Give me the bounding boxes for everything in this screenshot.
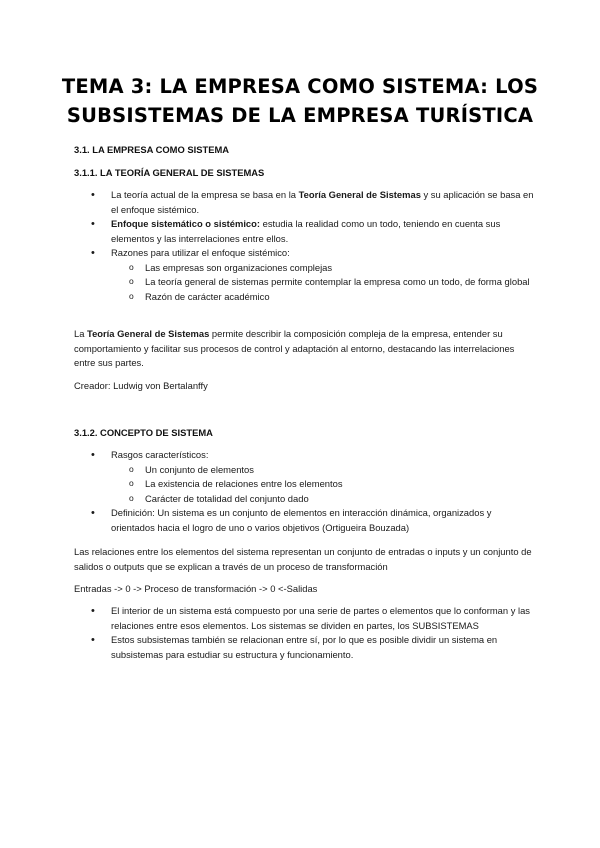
bullet-list-teoria — [74, 188, 534, 304]
list-item — [74, 246, 534, 304]
bullet-text: La teoría actual de la empresa se basa en la — [111, 189, 299, 200]
document-title — [40, 72, 560, 130]
paragraph-relaciones: Las relaciones entre los elementos del sistema representan un conjunto de entradas o inputs y un conjunto de salidos o outputs que se explican a través de un proceso de transformación — [74, 546, 532, 572]
bullet-text: Rasgos característicos: — [111, 449, 209, 460]
bullet-list-subsistemas — [74, 604, 534, 662]
sub-list-item: o Las empresas son organizaciones complejas — [111, 261, 534, 276]
section-heading-3-1-1: 3.1.1. LA TEORÍA GENERAL DE SISTEMAS — [74, 167, 265, 178]
sub-list-item: o Razón de carácter académico — [111, 290, 534, 305]
sub-list-rasgos — [111, 463, 534, 507]
title-line-1: TEMA 3: LA EMPRESA COMO SISTEMA: LOS — [61, 75, 539, 98]
bullet-bold-text: Teoría General de Sistemas — [298, 189, 421, 200]
paragraph-bold-text: Teoría General de Sistemas — [87, 328, 210, 339]
sub-list-item: o La existencia de relaciones entre los elementos — [111, 477, 534, 492]
sub-list-item: o La teoría general de sistemas permite contemplar la empresa como un todo, de forma global — [111, 275, 534, 290]
paragraph-teoria — [74, 327, 536, 371]
sub-list-item: o Carácter de totalidad del conjunto dado — [111, 492, 534, 507]
creator-line: Creador: Ludwig von Bertalanffy — [74, 380, 208, 391]
bullet-text: Razones para utilizar el enfoque sistémico: — [111, 247, 290, 258]
list-item — [74, 448, 534, 506]
paragraph-text: permite describir la composición compleja de la empresa, entender su comportamiento y facilitar sus procesos de control y adaptación al entorno, destacando las interrelaciones entre sus partes. — [74, 328, 515, 368]
bullet-list-concepto — [74, 448, 534, 535]
list-item: • El interior de un sistema está compuesto por una serie de partes o elementos que lo conforman y las relaciones entre esos elementos. Los sistemas se dividen en partes, los SUBSISTEMAS — [74, 604, 534, 633]
list-item: • Definición: Un sistema es un conjunto de elementos en interacción dinámica, organizados y orientados hacia el logro de uno o varios objetivos (Ortigueira Bouzada) — [74, 506, 534, 535]
list-item — [74, 188, 534, 217]
section-heading-3-1: 3.1. LA EMPRESA COMO SISTEMA — [74, 144, 230, 155]
section-heading-3-1-2: 3.1.2. CONCEPTO DE SISTEMA — [74, 427, 213, 438]
bullet-bold-text: Enfoque sistemático o sistémico: — [111, 218, 260, 229]
list-item: • Estos subsistemas también se relacionan entre sí, por lo que es posible dividir un sistema en subsistemas para estudiar su estructura y funcionamiento. — [74, 633, 534, 662]
bullet-text: y su aplicación se basa en el enfoque sistémico. — [111, 189, 534, 215]
sub-list-item: o Un conjunto de elementos — [111, 463, 534, 478]
sub-list-razones — [111, 261, 534, 305]
bullet-text: estudia la realidad como un todo, teniendo en cuenta sus elementos y las interrelaciones entre ellos. — [111, 218, 501, 244]
paragraph-text: La — [74, 328, 88, 339]
list-item — [74, 217, 534, 246]
title-line-2: SUBSISTEMAS DE LA EMPRESA TURÍSTICA — [66, 104, 534, 127]
flow-line: Entradas -> 0 -> Proceso de transformación -> 0 <-Salidas — [74, 583, 318, 594]
